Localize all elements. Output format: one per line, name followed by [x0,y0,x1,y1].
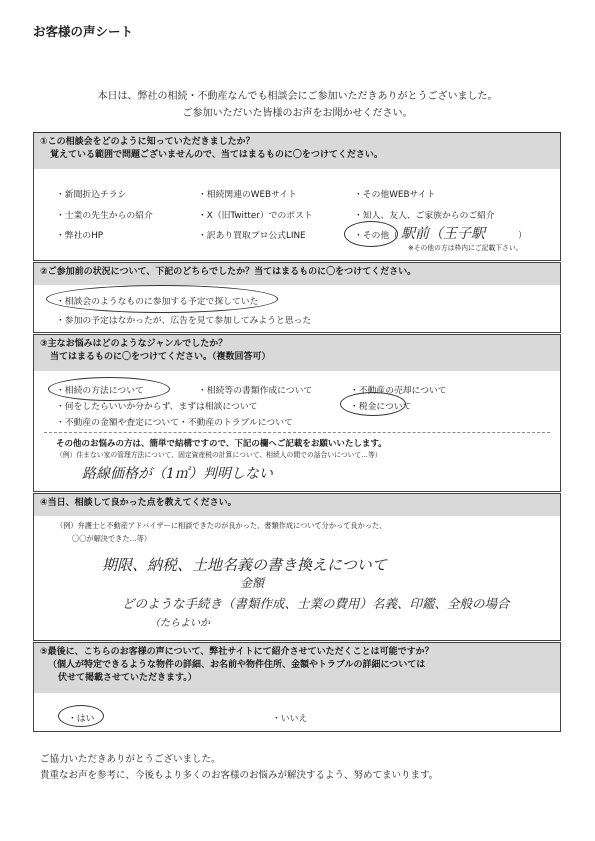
section-4-header [34,494,560,516]
footer-message: 貴重なお声を参考に、今後もより多くのお客様のお悩みが解決するよう、努めてまいります。 [40,770,439,781]
option-line-official[interactable]: ・訳あり買取プロ公式LINE [198,231,306,241]
section-2 [33,262,561,333]
option-tax[interactable]: ・税金について [350,402,412,412]
section-1 [33,132,561,261]
option-other[interactable]: ・その他（ [354,231,398,241]
option-other-website[interactable]: ・その他WEBサイト [354,190,436,200]
section-3 [33,334,561,492]
q3-title-line-1: ③主なお悩みはどのようなジャンルでしたか？ [40,339,228,349]
answer-circle [46,285,278,313]
q5-title-line-2: （個人が特定できるような物件の詳細、お名前や物件住所、金額やトラブルの詳細については [48,660,426,670]
option-newspaper-flyer[interactable]: ・新聞折込チラシ [56,190,127,200]
q1-handwritten-answer: 駅前（王子駅 [401,226,485,242]
section-5-header [34,643,560,693]
section-2-header [34,263,560,285]
section-3-header [34,335,560,371]
q3-handwritten-answer: 路線価格が（1㎡）判明しない [82,466,273,482]
q4-handwritten-line-3: （たらよいか [150,618,210,629]
q1-other-note: ※その他の方は枠内にご記載下さい。 [408,244,523,252]
q3-other-label: その他のお悩みの方は、簡単で結構ですので、下記の欄へご記載をお願いいたします。 [56,439,387,449]
option-professional-referral[interactable]: ・士業の先生からの紹介 [56,211,153,221]
option-other-close: ） [518,231,527,241]
q4-handwritten-line-2: どのような手続き（書類作成、士業の費用）名義、印鑑、全般の場合 [122,596,510,611]
q1-title-line-2: 覚えている範囲で問題ございませんので、当てはまるものに〇をつけてください。 [50,150,383,160]
footer-thanks: ご協力いただきありがとうございました。 [40,754,221,765]
option-document-preparation[interactable]: ・相続等の書類作成について [198,386,313,396]
q5-title-line-3: 伏せて掲載させていただきます。） [58,673,197,683]
option-inheritance-method[interactable]: ・相続の方法について [56,386,144,396]
answer-circle [340,392,406,416]
page-title: お客様の声シート [33,24,134,39]
option-company-hp[interactable]: ・弊社のHP [56,231,104,241]
q4-handwritten-note: 金額 [240,576,265,590]
q1-title-line-1: ①この相談会をどのように知っていただきましたか？ [40,137,255,147]
option-acquaintance-referral[interactable]: ・知人、友人、ご家族からのご紹介 [354,211,495,221]
section-1-header [34,133,560,169]
option-unsure-consultation[interactable]: ・何をしたらいいか分からず、まずは相談について [56,402,258,412]
option-no[interactable]: ・いいえ [272,714,308,724]
q3-title-line-2: 当てはまるものに〇をつけてください。（複数回答可） [50,352,271,362]
answer-circle [344,221,398,247]
q5-title-line-1: ⑤最後に、こちらのお客様の声について、弊社サイトにて紹介させていただくことは可能ですか？ [40,647,434,657]
option-yes[interactable]: ・はい [68,714,95,724]
q4-title: ④当日、相談して良かった点を教えてください。 [40,498,237,508]
intro-line-2: ご参加いただいた皆様のお声をお聞かせください。 [182,108,413,119]
option-x-post[interactable]: ・X（旧Twitter）でのポスト [198,211,313,221]
section-4 [33,493,561,641]
answer-circle [48,377,170,401]
option-planned-participation[interactable]: ・相談会のようなものに参加する予定で探していた [56,297,259,307]
q4-example-line-2: 〇〇が解決できた…等） [72,534,152,543]
q3-other-example: （例）住まない家の管理方法について、固定資産税の計算について、相続人の間での話合いについて…等） [56,451,382,459]
intro-line-1: 本日は、弊社の相続・不動産なんでも相談会にご参加いただきありがとうございました。 [97,91,498,102]
q4-handwritten-line-1: 期限、納税、土地名義の書き換えについて [102,556,387,574]
section-3-divider [44,432,550,433]
answer-circle [58,705,104,727]
option-real-estate-sale[interactable]: ・不動産の売却について [350,386,447,396]
q4-example-line-1: （例）弁護士と不動産アドバイザーに相談できたのが良かった、書類作成について分かって良かった、 [56,521,387,530]
q2-title: ②ご参加前の状況について、下記のどちらでしたか？当てはまるものに〇をつけてください。 [40,267,417,277]
section-5 [33,642,561,732]
option-inheritance-website[interactable]: ・相続関連のWEBサイト [198,190,297,200]
option-property-value[interactable]: ・不動産の金額や査定について・不動産のトラブルについて [56,418,293,428]
option-saw-advertisement[interactable]: ・参加の予定はなかったが、広告を見て参加してみようと思った [56,316,312,326]
